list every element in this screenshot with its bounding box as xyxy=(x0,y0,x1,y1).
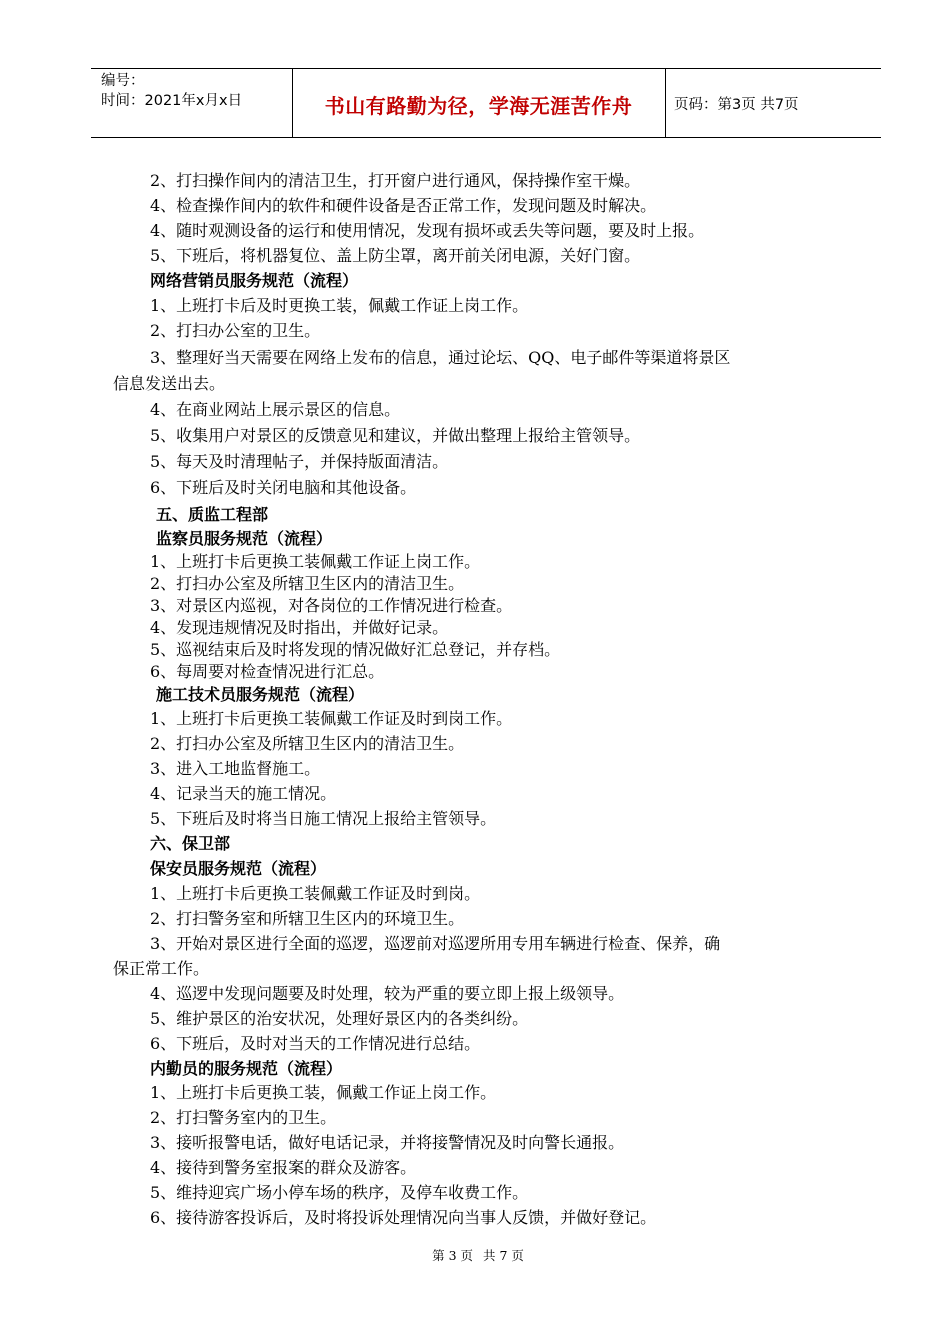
list-item: 5、下班后及时将当日施工情况上报给主管领导。 xyxy=(150,809,497,828)
header-motto-cell xyxy=(292,69,666,137)
page-header xyxy=(91,68,881,138)
list-item: 5、维护景区的治安状况，处理好景区内的各类纠纷。 xyxy=(150,1009,529,1028)
header-page-cell xyxy=(666,69,881,137)
section-heading: 保安员服务规范（流程） xyxy=(150,859,327,878)
list-item: 5、巡视结束后及时将发现的情况做好汇总登记，并存档。 xyxy=(150,640,561,659)
list-item: 4、接待到警务室报案的群众及游客。 xyxy=(150,1158,417,1177)
list-item: 2、打扫警务室内的卫生。 xyxy=(150,1108,337,1127)
section-heading: 内勤员的服务规范（流程） xyxy=(150,1059,343,1078)
list-item: 4、巡逻中发现问题要及时处理，较为严重的要立即上报上级领导。 xyxy=(150,984,625,1003)
page-indicator: 页码：第3页 共7页 xyxy=(674,97,799,113)
list-item: 2、打扫警务室和所辖卫生区内的环境卫生。 xyxy=(150,909,465,928)
list-item: 2、打扫操作间内的清洁卫生，打开窗户进行通风，保持操作室干燥。 xyxy=(150,171,641,190)
list-item: 2、打扫办公室及所辖卫生区内的清洁卫生。 xyxy=(150,734,465,753)
list-item: 1、上班打卡后更换工装佩戴工作证及时到岗。 xyxy=(150,884,481,903)
list-item: 5、维持迎宾广场小停车场的秩序，及停车收费工作。 xyxy=(150,1183,529,1202)
section-heading: 网络营销员服务规范（流程） xyxy=(150,271,359,290)
list-item: 3、进入工地监督施工。 xyxy=(150,759,321,778)
list-item: 1、上班打卡后更换工装佩戴工作证上岗工作。 xyxy=(150,552,481,571)
page-footer xyxy=(0,1246,950,1264)
footer-page-number: 第 3 页 xyxy=(432,1248,473,1263)
list-item: 3、对景区内巡视，对各岗位的工作情况进行检查。 xyxy=(150,596,513,615)
chapter-heading: 五、质监工程部 xyxy=(156,505,269,524)
list-item-continuation: 信息发送出去。 xyxy=(113,374,226,393)
section-heading: 监察员服务规范（流程） xyxy=(156,529,333,548)
list-item: 4、随时观测设备的运行和使用情况，发现有损坏或丢失等问题，要及时上报。 xyxy=(150,221,705,240)
list-item: 2、打扫办公室及所辖卫生区内的清洁卫生。 xyxy=(150,574,465,593)
list-item: 4、发现违规情况及时指出，并做好记录。 xyxy=(150,618,449,637)
list-item: 4、在商业网站上展示景区的信息。 xyxy=(150,400,401,419)
list-item-continuation: 保正常工作。 xyxy=(113,959,210,978)
list-item: 3、接听报警电话，做好电话记录，并将接警情况及时向警长通报。 xyxy=(150,1133,625,1152)
list-item: 6、下班后，及时对当天的工作情况进行总结。 xyxy=(150,1034,481,1053)
list-item: 4、记录当天的施工情况。 xyxy=(150,784,337,803)
list-item: 3、整理好当天需要在网络上发布的信息，通过论坛、QQ、电子邮件等渠道将景区 xyxy=(150,348,731,367)
list-item: 1、上班打卡后更换工装，佩戴工作证上岗工作。 xyxy=(150,1083,497,1102)
list-item: 1、上班打卡后及时更换工装，佩戴工作证上岗工作。 xyxy=(150,296,529,315)
motto-text: 书山有路勤为径，学海无涯苦作舟 xyxy=(324,94,633,118)
chapter-heading: 六、保卫部 xyxy=(150,834,231,853)
time-label: 时间：2021年x月x日 xyxy=(101,93,243,109)
list-item: 6、接待游客投诉后，及时将投诉处理情况向当事人反馈，并做好登记。 xyxy=(150,1208,657,1227)
list-item: 5、下班后，将机器复位、盖上防尘罩，离开前关闭电源，关好门窗。 xyxy=(150,246,641,265)
list-item: 6、下班后及时关闭电脑和其他设备。 xyxy=(150,478,417,497)
list-item: 4、检查操作间内的软件和硬件设备是否正常工作，发现问题及时解决。 xyxy=(150,196,657,215)
header-meta-cell xyxy=(91,69,293,137)
list-item: 5、每天及时清理帖子，并保持版面清洁。 xyxy=(150,452,449,471)
number-label: 编号： xyxy=(101,73,145,89)
section-heading: 施工技术员服务规范（流程） xyxy=(156,685,365,704)
list-item: 5、收集用户对景区的反馈意见和建议，并做出整理上报给主管领导。 xyxy=(150,426,641,445)
footer-page-total: 共 7 页 xyxy=(482,1248,524,1263)
list-item: 6、每周要对检查情况进行汇总。 xyxy=(150,662,385,681)
list-item: 1、上班打卡后更换工装佩戴工作证及时到岗工作。 xyxy=(150,709,513,728)
list-item: 3、开始对景区进行全面的巡逻，巡逻前对巡逻所用专用车辆进行检查、保养，确 xyxy=(150,934,721,953)
list-item: 2、打扫办公室的卫生。 xyxy=(150,321,321,340)
